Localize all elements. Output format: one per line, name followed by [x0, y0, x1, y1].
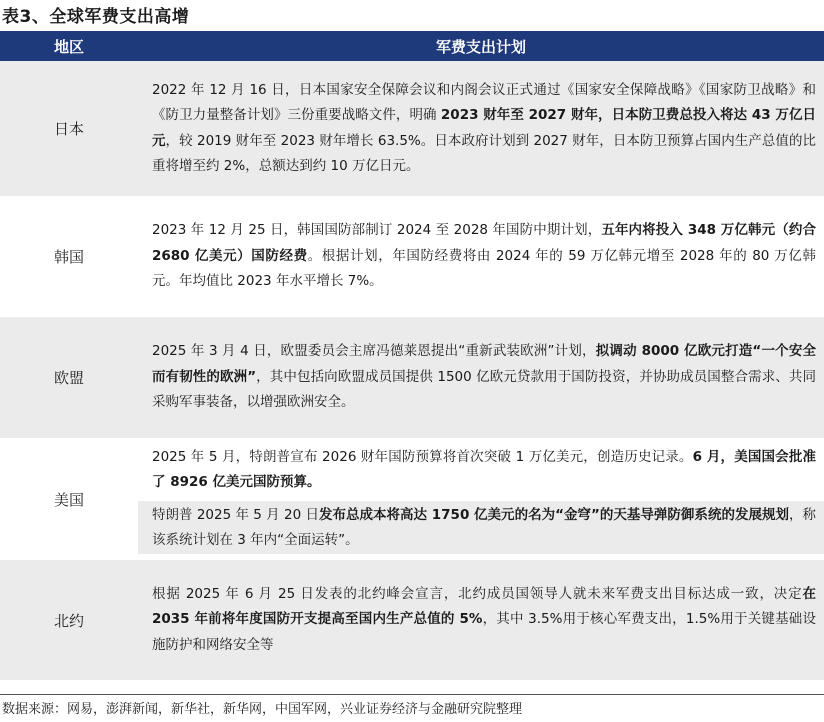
- table-row-usa: [0, 438, 824, 560]
- table-title: 表3、全球军费支出高增: [2, 7, 190, 27]
- plan-text-part: ，称该系统计划在 3 年内“全面运转”。: [152, 506, 817, 548]
- table-row-japan: [0, 61, 824, 196]
- header-row: [0, 31, 824, 61]
- header-region: 地区: [0, 31, 138, 61]
- plan-cell: [138, 317, 824, 438]
- region-cell: 日本: [0, 61, 138, 196]
- plan-text-part: 2025 年 3 月 4 日，欧盟委员会主席冯德莱恩提出“重新武装欧洲”计划，: [152, 343, 596, 360]
- plan-text-bold: 五年内将投入 348 万亿韩元（约合 2680 亿美元）国防经费: [152, 222, 816, 264]
- plan-text-part: ，较 2019 财年至 2023 财年增长 63.5%。日本政府计划到 2027 财年，日本防卫预算占国内生产总值的比重将增至约 2%，总额达到约 10 万亿日元。: [152, 132, 816, 174]
- region-cell: 北约: [0, 560, 138, 680]
- table-row-nato: [0, 560, 824, 680]
- plan-text-part: 2025 年 5 月，特朗普宣布 2026 财年国防预算将首次突破 1 万亿美元，创造历史记录。: [152, 448, 693, 465]
- plan-text-bold: 拟调动 8000 亿欧元打造“一个安全而有韧性的欧洲”: [152, 343, 816, 385]
- plan-text-part: 。根据计划，年国防经费将由 2024 年的 59 万亿韩元增至 2028 年的 80 万亿韩元。年均值比 2023 年水平增长 7%。: [152, 247, 816, 290]
- plan-cell: [138, 196, 824, 317]
- plan-text-bold: 在 2035 年前将年度国防开支提高至国内生产总值的 5%: [152, 585, 816, 628]
- plan-cell: [138, 438, 824, 560]
- table-row-korea: [0, 196, 824, 317]
- source-divider: [0, 694, 824, 695]
- plan-subcell: [138, 500, 824, 554]
- plan-cell: [138, 560, 824, 680]
- plan-cell: [138, 61, 824, 196]
- military-spending-table: [0, 31, 824, 680]
- plan-text-part: 2022 年 12 月 16 日，日本国家安全保障会议和内阁会议正式通过《国家安全保障战略》《国家防卫战略》和《防卫力量整备计划》三份重要战略文件，明确: [152, 81, 816, 123]
- plan-text-part: 2023 年 12 月 25 日，韩国国防部制订 2024 至 2028 年国防中期计划，: [152, 222, 602, 239]
- header-plan: 军费支出计划: [138, 31, 824, 61]
- plan-text-part: 特朗普 2025 年 5 月 20 日: [152, 506, 319, 523]
- plan-text-bold: 发布总成本将高达 1750 亿美元的名为“金穹”的天基导弹防御系统的发展规划: [318, 506, 789, 523]
- region-cell: 欧盟: [0, 317, 138, 438]
- plan-text-part: ，其中包括向欧盟成员国提供 1500 亿欧元贷款用于国防投资，并协助成员国整合需求、共同采购军事装备，以增强欧洲安全。: [152, 368, 816, 411]
- plan-text-bold: 6 月，美国国会批准了 8926 亿美元国防预算。: [152, 448, 817, 490]
- region-cell: 韩国: [0, 196, 138, 317]
- plan-subcell: [138, 445, 824, 500]
- region-cell: 美国: [0, 438, 138, 560]
- plan-text-bold: 2023 财年至 2027 财年，日本防卫费总投入将达 43 万亿日元: [152, 107, 816, 149]
- table-row-eu: [0, 317, 824, 438]
- plan-text-part: 根据 2025 年 6 月 25 日发表的北约峰会宣言，北约成员国领导人就未来军费支出目标达成一致，决定: [152, 585, 803, 602]
- source-note: 数据来源：网易，澎湃新闻，新华社，新华网，中国军网，兴业证券经济与金融研究院整理: [2, 702, 523, 717]
- plan-text-part: ，其中 3.5%用于核心军费支出，1.5%用于关键基础设施防护和网络安全等: [152, 611, 816, 653]
